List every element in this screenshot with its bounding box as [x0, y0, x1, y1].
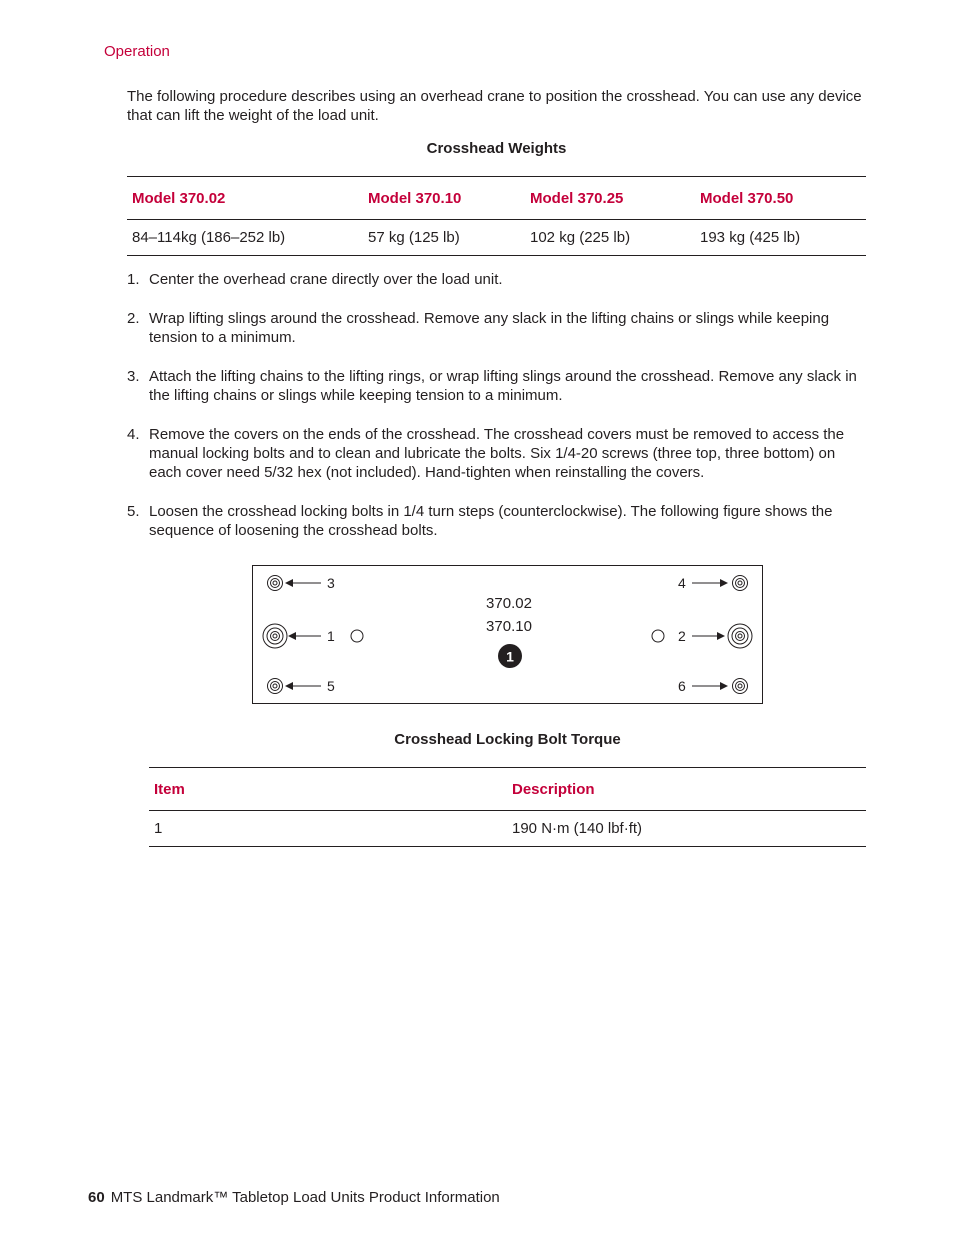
table-cell: 84–114kg (186–252 lb) — [132, 229, 286, 246]
screw-hole-left — [351, 630, 363, 642]
bolt-label-5: 5 — [327, 678, 335, 694]
page-number: 60 — [88, 1189, 105, 1206]
list-item — [127, 309, 867, 347]
table-cell: 1 — [154, 820, 163, 837]
column-header: Model 370.25 — [525, 177, 695, 220]
column-header: Model 370.02 — [127, 177, 363, 220]
bolt-icon-top-right — [733, 576, 748, 591]
page-footer — [88, 1189, 500, 1206]
table-cell: 193 kg (425 lb) — [700, 229, 801, 246]
step-number: 4. — [127, 426, 140, 443]
step-number: 5. — [127, 503, 140, 520]
table-cell: 102 kg (225 lb) — [530, 229, 631, 246]
step-text: Remove the covers on the ends of the crosshead. The crosshead covers must be removed to access the manual locking bolts and to clean and lubricate the bolts. Six 1/4-20 screws (three top, three bottom) on each cover need 5/32 hex (not included). Hand-tighten when reinstalling the covers. — [149, 426, 845, 481]
bolt-label-4: 4 — [678, 575, 686, 591]
list-item — [127, 270, 867, 289]
bolt-icon-top-left — [268, 576, 283, 591]
screw-hole-right — [652, 630, 664, 642]
step-number: 2. — [127, 310, 140, 327]
bolt-label-6: 6 — [678, 678, 686, 694]
bolt-icon-mid-right — [728, 624, 752, 648]
model-label-2: 370.10 — [486, 618, 532, 635]
weights-table-caption: Crosshead Weights — [426, 140, 567, 157]
table-header-row — [149, 768, 866, 811]
model-label-1: 370.02 — [486, 595, 532, 612]
bolt-sequence-figure — [252, 565, 763, 704]
step-text: Center the overhead crane directly over the load unit. — [149, 271, 503, 288]
bolt-sequence-diagram — [253, 566, 762, 703]
list-item — [127, 367, 867, 405]
callout-number: 1 — [506, 648, 514, 665]
step-text: Wrap lifting slings around the crosshead. Remove any slack in the lifting chains or slings while keeping tension to a minimum. — [149, 310, 830, 346]
bolt-icon-bottom-right — [733, 679, 748, 694]
table-header-row — [127, 177, 866, 220]
bolt-label-2: 2 — [678, 628, 686, 644]
column-header: Model 370.50 — [695, 177, 866, 220]
step-number: 3. — [127, 368, 140, 385]
list-item — [127, 502, 867, 540]
intro-paragraph: The following procedure describes using an overhead crane to position the crosshead. You can use any device that can lift the weight of the load unit. — [127, 88, 862, 124]
step-text: Attach the lifting chains to the lifting rings, or wrap lifting slings around the crosshead. Remove any slack in the lifting chains or slings while keeping tension to a minimum. — [149, 368, 857, 404]
step-number: 1. — [127, 271, 140, 288]
column-header: Model 370.10 — [363, 177, 525, 220]
table-row — [127, 220, 866, 256]
list-item — [127, 425, 867, 482]
column-header: Description — [507, 768, 866, 811]
bolt-torque-table — [149, 767, 866, 847]
step-text: Loosen the crosshead locking bolts in 1/4 turn steps (counterclockwise). The following figure shows the sequence of loosening the crosshead bolts. — [149, 503, 833, 539]
bolt-icon-bottom-left — [268, 679, 283, 694]
bolt-label-1: 1 — [327, 628, 335, 644]
procedure-steps — [127, 270, 867, 540]
section-header: Operation — [104, 43, 170, 60]
bolt-icon-mid-left — [263, 624, 287, 648]
table-row — [149, 811, 866, 847]
column-header: Item — [149, 768, 507, 811]
crosshead-weights-table — [127, 176, 866, 256]
document-title: MTS Landmark™ Tabletop Load Units Product Information — [110, 1189, 500, 1206]
bolt-label-3: 3 — [327, 575, 335, 591]
table-cell: 190 N·m (140 lbf·ft) — [512, 820, 643, 837]
torque-table-caption: Crosshead Locking Bolt Torque — [394, 731, 621, 748]
table-cell: 57 kg (125 lb) — [368, 229, 460, 246]
